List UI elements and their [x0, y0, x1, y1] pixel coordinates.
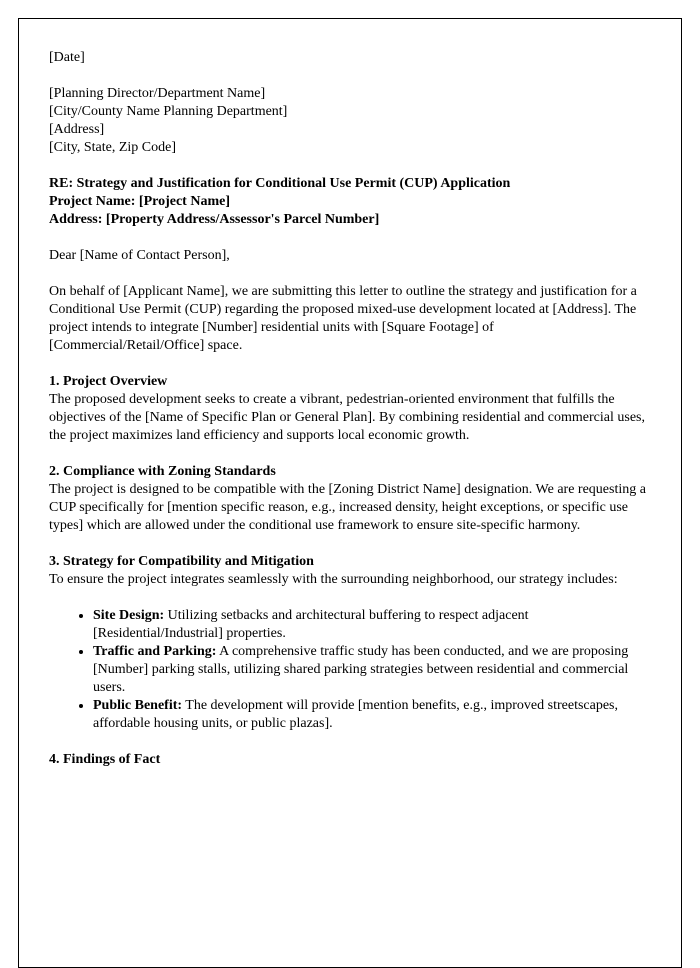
- property-address-line: Address: [Property Address/Assessor's Parcel Number]: [49, 212, 380, 227]
- bullet-text: Utilizing setbacks and architectural buffering to respect adjacent [Residential/Industrial] properties.: [93, 608, 529, 641]
- section-project-overview: [49, 373, 651, 445]
- subject-block: [49, 175, 651, 229]
- recipient-city-state-zip: [City, State, Zip Code]: [49, 140, 177, 155]
- section-heading: 2. Compliance with Zoning Standards: [49, 464, 276, 479]
- section-heading: 4. Findings of Fact: [49, 752, 161, 767]
- bullet-label: Site Design:: [93, 608, 165, 623]
- section-body: The project is designed to be compatible with the [Zoning District Name] designation. We are requesting a CUP specifically for [mention specific reason, e.g., increased density, height exceptions, or specific use types] which are allowed under the conditional use framework to ensure site-specific harmony.: [49, 482, 646, 533]
- recipient-name: [Planning Director/Department Name]: [49, 86, 266, 101]
- intro-text: On behalf of [Applicant Name], we are submitting this letter to outline the strategy and justification for a Conditional Use Permit (CUP) regarding the proposed mixed-use development located at [Address]. The project intends to integrate [Number] residential units with [Square Footage] of [Commercial/Retail/Office] space.: [49, 284, 637, 353]
- section-body: The proposed development seeks to create a vibrant, pedestrian-oriented environment that fulfills the objectives of the [Name of Specific Plan or General Plan]. By combining residential and commercial uses, the project maximizes land efficiency and supports local economic growth.: [49, 392, 645, 443]
- section-body: To ensure the project integrates seamlessly with the surrounding neighborhood, our strategy includes:: [49, 572, 618, 587]
- salutation: Dear [Name of Contact Person],: [49, 248, 230, 263]
- salutation-block: [49, 247, 651, 265]
- strategy-bullet-list: [49, 607, 651, 733]
- project-name-line: Project Name: [Project Name]: [49, 194, 230, 209]
- re-line: RE: Strategy and Justification for Conditional Use Permit (CUP) Application: [49, 176, 511, 191]
- bullet-traffic-parking: [93, 643, 651, 697]
- strategy-bullets-block: [49, 607, 651, 733]
- bullet-text: A comprehensive traffic study has been conducted, and we are proposing [Number] parking stalls, utilizing shared parking strategies between residential and commercial users.: [93, 644, 629, 695]
- bullet-site-design: [93, 607, 651, 643]
- bullet-text: The development will provide [mention benefits, e.g., improved streetscapes, affordable housing units, or public plazas].: [93, 698, 619, 731]
- bullet-public-benefit: [93, 697, 651, 733]
- section-heading: 1. Project Overview: [49, 374, 168, 389]
- recipient-block: [49, 85, 651, 157]
- section-heading: 3. Strategy for Compatibility and Mitigation: [49, 554, 314, 569]
- date-block: [49, 49, 651, 67]
- intro-paragraph: [49, 283, 651, 355]
- bullet-label: Public Benefit:: [93, 698, 183, 713]
- bullet-label: Traffic and Parking:: [93, 644, 217, 659]
- recipient-address: [Address]: [49, 122, 105, 137]
- letter-page: [18, 18, 682, 968]
- recipient-department: [City/County Name Planning Department]: [49, 104, 288, 119]
- section-zoning-compliance: [49, 463, 651, 535]
- date-placeholder: [Date]: [49, 50, 85, 65]
- section-strategy-intro: [49, 553, 651, 589]
- section-findings-of-fact: [49, 751, 651, 769]
